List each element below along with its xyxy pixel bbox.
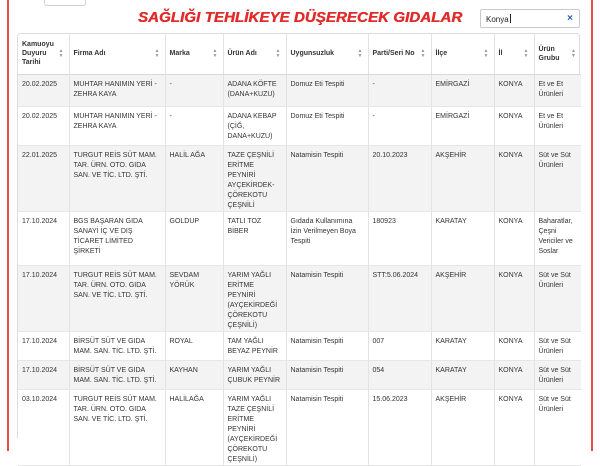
cell-brand: GOLDUP — [165, 211, 223, 265]
cell-province: KONYA — [494, 331, 534, 360]
cell-batch: 180923 — [368, 211, 431, 265]
cell-date: 17.10.2024 — [18, 360, 69, 389]
table-header-row — [18, 34, 581, 74]
cell-brand: ROYAL — [165, 331, 223, 360]
column-header-district[interactable]: İlçe ▲ ▼ — [431, 34, 494, 74]
cell-product: TATLI TOZ BİBER — [223, 211, 286, 265]
cell-province: KONYA — [494, 360, 534, 389]
cell-brand: KAYHAN — [165, 360, 223, 389]
sort-icon[interactable]: ▲ ▼ — [523, 47, 529, 59]
cell-company: BGS BAŞARAN GIDA SANAYİ İÇ VE DIŞ TİCARET LİMİTED ŞİRKETİ — [69, 211, 165, 265]
cell-date: 03.10.2024 — [18, 389, 69, 465]
cell-violation: Gıdada Kullanımına İzin Verilmeyen Boya Tespiti — [286, 211, 368, 265]
cell-province: KONYA — [494, 211, 534, 265]
cell-product: ADANA KÖFTE (DANA+KUZU) — [223, 74, 286, 106]
column-header-product[interactable]: Ürün Adı ▲ ▼ — [223, 34, 286, 74]
search-input[interactable] — [480, 9, 580, 28]
table-row — [18, 360, 581, 389]
column-header-group[interactable]: Ürün Grubu ▲ ▼ — [534, 34, 581, 74]
cell-company: BİRSÜT SÜT VE GIDA MAM. SAN. TİC. LTD. ŞTİ. — [69, 360, 165, 389]
cell-violation: Domuz Eti Tespiti — [286, 106, 368, 145]
cell-violation: Natamisin Tespiti — [286, 331, 368, 360]
cell-product: YARIM YAĞLI ÇUBUK PEYNİR — [223, 360, 286, 389]
cell-brand: HALİLAĞA — [165, 389, 223, 465]
cell-brand: - — [165, 106, 223, 145]
cell-company: TURGUT REİS SÜT MAM. TAR. ÜRN. OTO. GIDA SAN. VE TİC. LTD. ŞTİ. — [69, 265, 165, 331]
sort-icon[interactable]: ▲ ▼ — [483, 47, 489, 59]
cell-batch: STT:5.06.2024 — [368, 265, 431, 331]
cell-violation: Natamisin Tespiti — [286, 145, 368, 211]
text-cursor — [510, 14, 511, 23]
cell-batch: 20.10.2023 — [368, 145, 431, 211]
cell-province: KONYA — [494, 106, 534, 145]
sort-icon[interactable]: ▲ ▼ — [58, 47, 64, 59]
column-header-date[interactable]: Kamuoyu Duyuru Tarihi ▲ ▼ — [18, 34, 69, 74]
cell-province: KONYA — [494, 74, 534, 106]
cell-group: Süt ve Süt Ürünleri — [534, 360, 581, 389]
sort-icon[interactable]: ▲ ▼ — [571, 47, 576, 59]
cell-date: 20.02.2025 — [18, 74, 69, 106]
cell-company: MUHTAR HANIMIN YERİ - ZEHRA KAYA — [69, 74, 165, 106]
table-row — [18, 74, 581, 106]
clear-icon[interactable]: × — [567, 13, 573, 24]
cell-date: 17.10.2024 — [18, 331, 69, 360]
top-tab-button[interactable] — [44, 0, 86, 6]
cell-date: 22.01.2025 — [18, 145, 69, 211]
sort-icon[interactable]: ▲ ▼ — [420, 47, 426, 59]
cell-province: KONYA — [494, 145, 534, 211]
cell-product: ADANA KEBAP (ÇİĞ, DANA+KUZU) — [223, 106, 286, 145]
cell-product: YARIM YAĞLI ERİTME PEYNİRİ (AYÇEKİRDEĞİ ÇÖREKOTU ÇEŞNİLİ) — [223, 265, 286, 331]
cell-date: 17.10.2024 — [18, 265, 69, 331]
sort-icon[interactable]: ▲ ▼ — [212, 47, 218, 59]
sort-icon[interactable]: ▲ ▼ — [154, 47, 160, 59]
cell-group: Süt ve Süt Ürünleri — [534, 389, 581, 465]
cell-violation: Natamisin Tespiti — [286, 265, 368, 331]
cell-date: 20.02.2025 — [18, 106, 69, 145]
column-header-batch[interactable]: Parti/Seri No ▲ ▼ — [368, 34, 431, 74]
cell-group: Baharatlar, Çeşni Vericiler ve Soslar — [534, 211, 581, 265]
cell-product: TAZE ÇEŞNİLİ ERİTME PEYNİRİ AYÇEKİRDEK-ÇÖREKOTU ÇEŞNİLİ — [223, 145, 286, 211]
cell-group: Süt ve Süt Ürünleri — [534, 265, 581, 331]
cell-violation: Domuz Eti Tespiti — [286, 74, 368, 106]
table-row — [18, 211, 581, 265]
cell-batch: 15.06.2023 — [368, 389, 431, 465]
cell-district: KARATAY — [431, 211, 494, 265]
cell-district: AKŞEHİR — [431, 145, 494, 211]
cell-violation: Natamisin Tespiti — [286, 360, 368, 389]
table-row — [18, 106, 581, 145]
cell-district: KARATAY — [431, 360, 494, 389]
cell-group: Süt ve Süt Ürünleri — [534, 145, 581, 211]
column-header-company[interactable]: Firma Adı ▲ ▼ — [69, 34, 165, 74]
page-title: SAĞLIĞI TEHLİKEYE DÜŞERECEK GIDALAR — [137, 9, 463, 26]
table-row — [18, 265, 581, 331]
cell-brand: SEVDAM YÖRÜK — [165, 265, 223, 331]
cell-province: KONYA — [494, 389, 534, 465]
cell-district: EMİRGAZİ — [431, 74, 494, 106]
cell-province: KONYA — [494, 265, 534, 331]
cell-district: EMİRGAZİ — [431, 106, 494, 145]
cell-company: BİRSÜT SÜT VE GIDA MAM. SAN. TİC. LTD. ŞTİ. — [69, 331, 165, 360]
cell-company: MUHTAR HANIMIN YERİ - ZEHRA KAYA — [69, 106, 165, 145]
cell-brand: - — [165, 74, 223, 106]
cell-product: YARIM YAĞLI TAZE ÇEŞNİLİ ERİTME PEYNİRİ (AYÇEKİRDEĞİ ÇÖREKOTU ÇEŞNİLİ) — [223, 389, 286, 465]
sort-icon[interactable]: ▲ ▼ — [357, 47, 363, 59]
cell-date: 17.10.2024 — [18, 211, 69, 265]
column-header-brand[interactable]: Marka ▲ ▼ — [165, 34, 223, 74]
cell-brand: HALİL AĞA — [165, 145, 223, 211]
cell-district: AKŞEHİR — [431, 389, 494, 465]
cell-batch: - — [368, 106, 431, 145]
sort-icon[interactable]: ▲ ▼ — [275, 47, 281, 59]
cell-product: TAM YAĞLI BEYAZ PEYNİR — [223, 331, 286, 360]
results-table — [17, 33, 580, 463]
table-row — [18, 389, 581, 465]
column-header-province[interactable]: İl ▲ ▼ — [494, 34, 534, 74]
cell-violation: Natamisin Tespiti — [286, 389, 368, 465]
search-input-value: Konya — [486, 15, 509, 24]
cell-district: KARATAY — [431, 331, 494, 360]
table-row — [18, 145, 581, 211]
cell-group: Et ve Et Ürünleri — [534, 106, 581, 145]
cell-batch: 054 — [368, 360, 431, 389]
cell-district: AKŞEHİR — [431, 265, 494, 331]
cell-group: Süt ve Süt Ürünleri — [534, 331, 581, 360]
column-header-violation[interactable]: Uygunsuzluk ▲ ▼ — [286, 34, 368, 74]
cell-batch: - — [368, 74, 431, 106]
cell-group: Et ve Et Ürünleri — [534, 74, 581, 106]
cell-company: TURGUT REİS SÜT MAM. TAR. ÜRN. OTO. GIDA SAN. VE TİC. LTD. ŞTİ. — [69, 145, 165, 211]
cell-company: TURGUT REİS SÜT MAM. TAR. ÜRN. OTO. GIDA SAN. VE TİC. LTD. ŞTİ. — [69, 389, 165, 465]
table-row — [18, 331, 581, 360]
cell-batch: 007 — [368, 331, 431, 360]
